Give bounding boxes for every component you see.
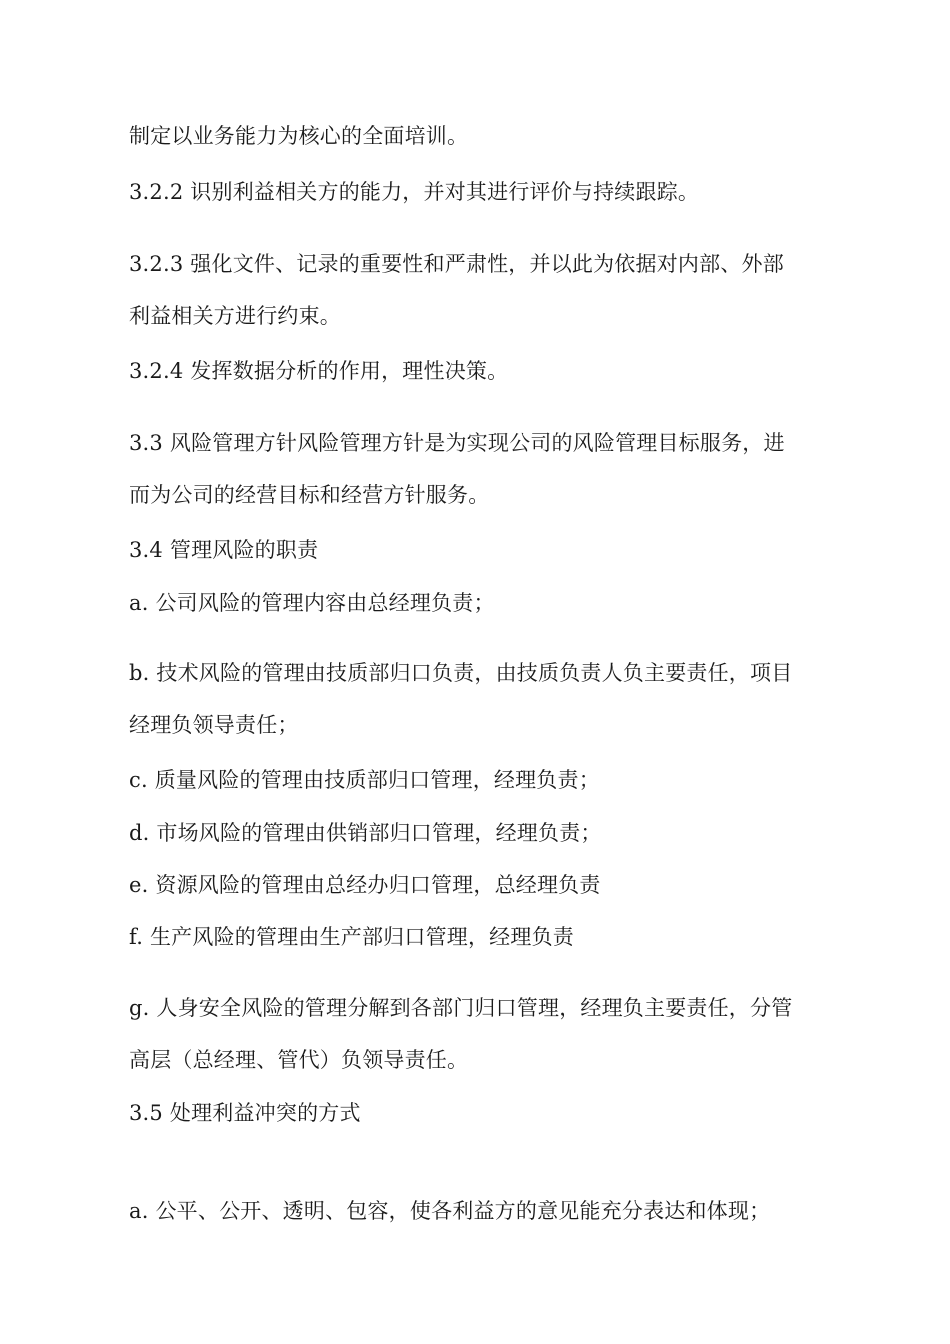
text-line-5: 3.2.4 发挥数据分析的作用，理性决策。 (129, 359, 509, 383)
section-heading-3-4: 3.4 管理风险的职责 (129, 538, 319, 562)
list-item-3-5-a: a. 公平、公开、透明、包容，使各利益方的意见能充分表达和体现； (129, 1199, 771, 1223)
text-line-6: 3.3 风险管理方针风险管理方针是为实现公司的风险管理目标服务，进 (129, 431, 785, 455)
text-line-3: 3.2.3 强化文件、记录的重要性和严肃性，并以此为依据对内部、外部 (129, 252, 784, 276)
list-item-b-line-1: b. 技术风险的管理由技质部归口负责，由技质负责人负主要责任，项目 (129, 661, 793, 685)
list-item-g-line-2: 高层（总经理、管代）负领导责任。 (129, 1048, 469, 1072)
list-item-f: f. 生产风险的管理由生产部归口管理，经理负责 (129, 925, 574, 949)
section-heading-3-5: 3.5 处理利益冲突的方式 (129, 1101, 361, 1125)
text-line-4: 利益相关方进行约束。 (129, 304, 341, 328)
text-line-7: 而为公司的经营目标和经营方针服务。 (129, 483, 490, 507)
list-item-a: a. 公司风险的管理内容由总经理负责； (129, 591, 495, 615)
list-item-b-line-2: 经理负领导责任； (129, 713, 299, 737)
list-item-c: c. 质量风险的管理由技质部归口管理，经理负责； (129, 768, 600, 792)
list-item-g-line-1: g. 人身安全风险的管理分解到各部门归口管理，经理负主要责任，分管 (129, 996, 793, 1020)
text-line-2: 3.2.2 识别利益相关方的能力，并对其进行评价与持续跟踪。 (129, 180, 700, 204)
text-line-1: 制定以业务能力为核心的全面培训。 (129, 124, 469, 148)
list-item-e: e. 资源风险的管理由总经办归口管理，总经理负责 (129, 873, 601, 897)
list-item-d: d. 市场风险的管理由供销部归口管理，经理负责； (129, 821, 602, 845)
